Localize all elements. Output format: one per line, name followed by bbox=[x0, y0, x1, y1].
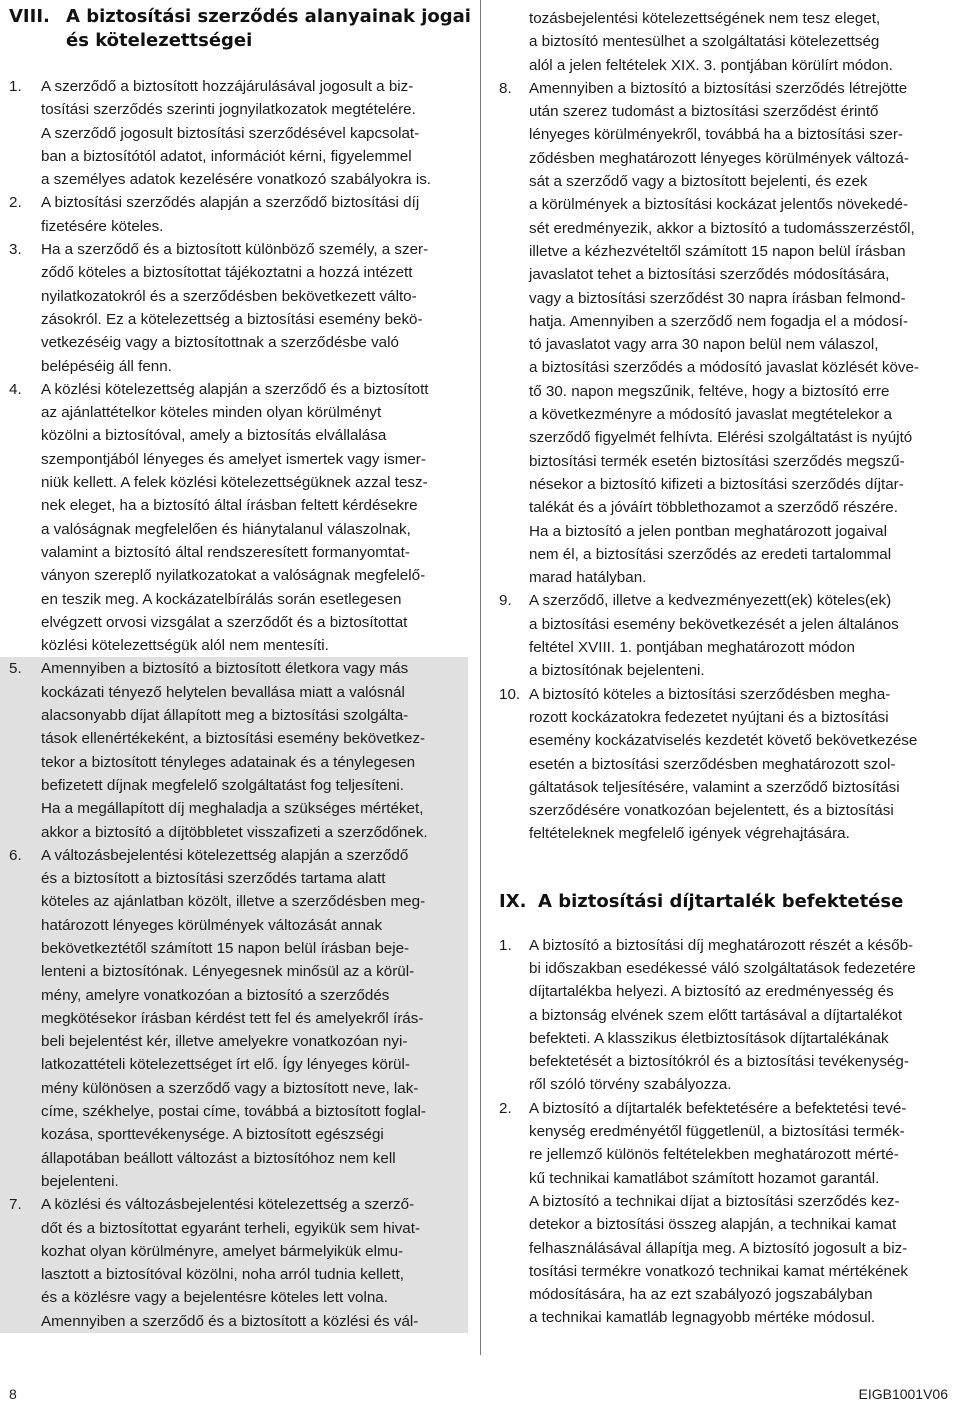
list-item-line: nyilatkozatokról és a szerződésben bekövetkezett válto- bbox=[41, 287, 417, 305]
list-item-line: ről szóló törvény szabályozza. bbox=[529, 1076, 732, 1094]
list-item-line: nek eleget, ha a biztosító által írásban feltett kérdésekre bbox=[41, 497, 418, 515]
list-item-line: tozásbejelentési kötelezettségének nem tesz eleget, bbox=[529, 10, 881, 27]
list-item-line: kű technikai kamatlábot számított hozamot garantál. bbox=[529, 1169, 880, 1187]
list-item-number: 2. bbox=[499, 1099, 512, 1117]
list-item-line: rozott kockázatokra fedezetet nyújtani és a biztosítási bbox=[529, 708, 889, 726]
list-item-line: nésekor a biztosító kifizeti a biztosítási szerződés díjtar- bbox=[529, 475, 904, 493]
list-item-line: kozása, sporttevékenysége. A biztosított egészségi bbox=[41, 1126, 384, 1144]
list-item-line: A biztosító a díjtartalék befektetésére a befektetési tevé- bbox=[529, 1099, 907, 1117]
list-item-line: a valóságnak megfelelően és hiánytalanul válaszolnak, bbox=[41, 520, 411, 538]
list-item-line: és a biztosított a biztosítási szerződés tartama alatt bbox=[41, 870, 386, 888]
list-item-line: esemény kockázatviselés kezdetét követő bekövetkezése bbox=[529, 732, 918, 750]
left-item-list bbox=[0, 75, 468, 1333]
list-item-line: feltételeknek megfelelő igények végrehajtására. bbox=[529, 825, 850, 843]
list-item-number: 6. bbox=[9, 846, 22, 864]
list-item-line: a biztonság elvének szem előtt tartásával a díjtartalékot bbox=[529, 1006, 903, 1024]
list-item-line: közlési kötelezettségük alól nem mentesíti. bbox=[41, 637, 329, 655]
section-8-title bbox=[0, 5, 471, 53]
list-item bbox=[0, 378, 468, 658]
list-item-line: sét eredményezik, akkor a biztosító a tudomásszerzéstől, bbox=[529, 219, 915, 237]
list-item bbox=[0, 657, 468, 843]
list-item-line: fizetésére köteles. bbox=[41, 217, 164, 235]
list-item-line: A közlési kötelezettség alapján a szerződő és a biztosított bbox=[41, 380, 429, 398]
list-item-line: állapotában beállott változást a biztosítóhoz nem kell bbox=[41, 1149, 396, 1167]
list-item-line: beli bejelentést kér, illetve amelyekre vonatkozóan nyi- bbox=[41, 1033, 408, 1051]
list-item-line: A közlési és változásbejelentési kötelezettség a szerző- bbox=[41, 1196, 415, 1214]
column-divider bbox=[480, 0, 481, 1355]
list-item-line: szerződő figyelmét felhívta. Elérési szolgáltatást is nyújtó bbox=[529, 429, 913, 447]
list-item-line: bejelenteni. bbox=[41, 1172, 119, 1190]
list-item-line: lényeges körülményekről, továbbá ha a biztosítási szer- bbox=[529, 126, 903, 144]
list-item-line: köteles az ajánlatban közölt, illetve a szerződésben meg- bbox=[41, 893, 426, 911]
list-item-line: latkozattételi kötelezettséget írt elő. Így lényeges körül- bbox=[41, 1056, 410, 1074]
list-item-line: Amennyiben a biztosító a biztosított életkora vagy más bbox=[41, 660, 409, 678]
list-item-line: ződő köteles a biztosítottat tájékoztatni a hozzá intézett bbox=[41, 264, 413, 282]
list-item-line: felhasználásával állapítja meg. A biztosító jogosult a biz- bbox=[529, 1239, 908, 1257]
list-item-line: gáltatások teljesítésére, valamint a szerződő biztosítási bbox=[529, 778, 900, 796]
list-item-line: kozhat olyan körülményre, amelyet bármelyikük elmu- bbox=[41, 1242, 404, 1260]
list-item-line: mény, amelyre vonatkozóan a biztosító a szerződés bbox=[41, 986, 390, 1004]
list-item-line: befektetését a biztosítókról és a biztosítási tevékenység- bbox=[529, 1053, 909, 1071]
list-item-line: tekor a biztosított tényleges adatainak és a ténylegesen bbox=[41, 753, 416, 771]
list-item-line: valamint a biztosító által rendszeresített formanyomtat- bbox=[41, 543, 410, 561]
list-item-line: szerződésére vonatkozóan bejelentett, és a biztosítási bbox=[529, 802, 894, 820]
list-item-line: esetén a biztosítási szerződésben meghatározott szol- bbox=[529, 755, 896, 773]
list-item-number: 1. bbox=[499, 936, 512, 954]
list-item-line: után szerez tudomást a biztosítási szerződést érintő bbox=[529, 103, 879, 121]
list-item-line: kenység eredményétől függetlenül, a biztosítási termék- bbox=[529, 1123, 905, 1141]
section-8-title-line: és kötelezettségei bbox=[66, 30, 253, 51]
list-item-number: 9. bbox=[499, 592, 512, 610]
list-item-line: a biztosítási szerződés a módosító javaslat közlését köve- bbox=[529, 359, 919, 377]
list-item-line: mény különösen a szerződő vagy a biztosított neve, lak- bbox=[41, 1079, 419, 1097]
list-item-line: Ha a biztosító a jelen pontban meghatározott jogaival bbox=[529, 522, 887, 540]
list-item bbox=[0, 1193, 468, 1333]
list-item-line: a biztosítónak bejelenteni. bbox=[529, 662, 705, 680]
list-item-line: zásokról. Ez a kötelezettség a biztosítási esemény bekö- bbox=[41, 310, 423, 328]
list-item-number: 3. bbox=[9, 241, 22, 259]
list-item-line: a technikai kamatláb legnagyobb mértéke módosul. bbox=[529, 1309, 876, 1327]
list-item-line: tosítási szerződés szerinti jognyilatkozatok megtételére. bbox=[41, 101, 416, 119]
list-item-line: szempontjából lényeges és amelyet ismertek vagy ismer- bbox=[41, 450, 426, 468]
list-item-line: befizetett díjnak megfelelő szolgáltatást fog teljesíteni. bbox=[41, 776, 405, 794]
list-item-line: vagy a biztosítási szerződést 30 napra írásban felmond- bbox=[529, 289, 906, 307]
list-item-line: en teszik meg. A kockázatelbírálás során esetlegesen bbox=[41, 590, 402, 608]
left-column bbox=[0, 0, 471, 1333]
list-item-line: alacsonyabb díjat állapított meg a biztosítási szolgálta- bbox=[41, 707, 409, 725]
list-item-line: bi időszakban esedékessé váló szolgáltatások fedezetére bbox=[529, 959, 916, 977]
list-item bbox=[493, 589, 960, 682]
list-item-number: 2. bbox=[9, 194, 22, 212]
list-item-number: 4. bbox=[9, 380, 22, 398]
list-item-line: feltétel XVIII. 1. pontjában meghatározott módon bbox=[529, 639, 855, 657]
list-item-line: díjtartalékba helyezi. A biztosító az eredményesség és bbox=[529, 983, 894, 1001]
list-item-line: közölni a biztosítóval, amely a biztosítás elvállalása bbox=[41, 427, 387, 445]
section-8-number: VIII. bbox=[9, 6, 50, 27]
list-item-line: hatja. Amennyiben a szerződő nem fogadja el a módosí- bbox=[529, 312, 909, 330]
document-code: EIGB1001V06 bbox=[858, 1386, 948, 1402]
list-item-line: lasztott a biztosítóval közölni, noha arról tudnia kellett, bbox=[41, 1266, 405, 1284]
list-item-line: A szerződő, illetve a kedvezményezett(ek) köteles(ek) bbox=[529, 592, 892, 610]
list-item bbox=[0, 238, 468, 378]
list-item-line: tő 30. napon megszűnik, feltéve, hogy a biztosító erre bbox=[529, 382, 890, 400]
list-item bbox=[493, 77, 960, 590]
list-item-line: bekövetkeztétől számított 15 napon belül írásban beje- bbox=[41, 939, 410, 957]
list-item-number: 5. bbox=[9, 660, 22, 678]
list-item-line: re jellemző különös feltételekben meghatározott mérté- bbox=[529, 1146, 899, 1164]
list-item-line: határozott lényeges körülmények változását annak bbox=[41, 916, 383, 934]
list-item-number: 7. bbox=[9, 1196, 22, 1214]
list-item-line: A szerződő a biztosított hozzájárulásával jogosult a biz- bbox=[41, 78, 414, 95]
list-item-line: dőt és a biztosítottat egyaránt terheli, egyikük sem hivat- bbox=[41, 1219, 421, 1237]
list-item-line: Amennyiben a szerződő és a biztosított a közlési és vál- bbox=[41, 1312, 419, 1330]
list-item-line: detekor a biztosítási összeg alapján, a technikai kamat bbox=[529, 1216, 897, 1234]
list-item-line: ződésben meghatározott lényeges körülmények változá- bbox=[529, 149, 909, 167]
list-item-line: Ha a szerződő és a biztosított különböző személy, a szer- bbox=[41, 241, 429, 259]
list-item-line: módosítására, ha az ezt szabályozó jogszabályban bbox=[529, 1286, 873, 1304]
list-item bbox=[493, 1097, 960, 1330]
list-item-line: A biztosító a technikai díjat a biztosítási szerződés kez- bbox=[529, 1192, 900, 1210]
list-item bbox=[493, 683, 960, 846]
list-item bbox=[0, 844, 468, 1193]
section-9-item-list bbox=[493, 934, 960, 1330]
list-item-line: illetve a kézhezvételtől számított 15 napon belül írásban bbox=[529, 242, 906, 260]
section-9-title bbox=[493, 890, 960, 914]
list-item-line: alól a jelen feltételek XIX. 3. pontjában körülírt módon. bbox=[529, 56, 893, 74]
list-item-line: lenteni a biztosítónak. Lényegesnek minősül az a körül- bbox=[41, 963, 415, 981]
list-item-number: 8. bbox=[499, 79, 512, 97]
list-item-line: elvégzett orvosi vizsgálat a szerződőt és a biztosítottat bbox=[41, 613, 408, 631]
list-item-line: vetkezéséig vagy a biztosítottnak a szerződésbe való bbox=[41, 334, 399, 352]
list-item-line: a biztosító mentesülhet a szolgáltatási kötelezettség bbox=[529, 33, 880, 51]
list-item-line: A biztosító köteles a biztosítási szerződésben megha- bbox=[529, 685, 891, 703]
list-item-line: kockázati tényező helytelen bevallása miatt a valósnál bbox=[41, 683, 405, 701]
list-item-line: sát a szerződő vagy a biztosított bejelenti, és ezek bbox=[529, 173, 868, 191]
section-9-title-text: A biztosítási díjtartalék befektetése bbox=[538, 890, 904, 912]
list-item-line: A szerződő jogosult biztosítási szerződésével kapcsolat- bbox=[41, 124, 420, 142]
list-item-line: javaslatot tehet a biztosítási szerződés módosítására, bbox=[529, 266, 890, 284]
list-item-line: címe, székhelye, postai címe, továbbá a biztosított foglal- bbox=[41, 1103, 426, 1121]
list-item-line: niük kellett. A felek közlési kötelezettségüknek azzal tesz- bbox=[41, 474, 428, 492]
list-item-line: és a közlésre vagy a bejelentésre köteles lett volna. bbox=[41, 1289, 388, 1307]
list-item-line: befekteti. A klasszikus életbiztosítások díjtartalékának bbox=[529, 1029, 889, 1047]
list-item-line: Ha a megállapított díj meghaladja a szükséges mértéket, bbox=[41, 800, 424, 818]
list-item bbox=[493, 934, 960, 1097]
list-item-line: a biztosítási esemény bekövetkezését a jelen általános bbox=[529, 615, 899, 633]
list-item-line: A biztosítási szerződés alapján a szerződő biztosítási díj bbox=[41, 194, 420, 212]
list-item-line: marad hatályban. bbox=[529, 569, 647, 587]
list-item-line: ban a biztosítótól adatot, információt kérni, figyelemmel bbox=[41, 147, 412, 165]
list-item-line: A változásbejelentési kötelezettség alapján a szerződő bbox=[41, 846, 409, 864]
list-item-line: tások ellenértékeként, a biztosítási esemény bekövetkez- bbox=[41, 730, 426, 748]
list-item bbox=[0, 191, 468, 238]
list-item-line: a következményre a módosító javaslat megtételekor a bbox=[529, 406, 892, 424]
list-item-line: nem él, a biztosítási szerződés az eredeti tartalommal bbox=[529, 545, 892, 563]
list-item-line: Amennyiben a biztosító a biztosítási szerződés létrejötte bbox=[529, 79, 908, 97]
section-8-title-line: A biztosítási szerződés alanyainak jogai bbox=[66, 6, 471, 27]
list-item-line: biztosítási termék esetén biztosítási szerződés megszű- bbox=[529, 452, 905, 470]
list-item-line: talékát és a jóváírt többlethozamot a szerződő részére. bbox=[529, 499, 898, 517]
right-column bbox=[493, 0, 960, 1330]
section-9-number: IX. bbox=[499, 890, 527, 912]
right-item-list bbox=[493, 77, 960, 846]
list-item-line: a körülmények a biztosítási kockázat jelentős növekedé- bbox=[529, 196, 909, 214]
list-item-line: belépéséig áll fenn. bbox=[41, 357, 172, 375]
list-item-number: 1. bbox=[9, 78, 22, 95]
list-item-7-continuation bbox=[493, 7, 960, 77]
list-item bbox=[0, 75, 468, 191]
list-item-line: ványon szereplő nyilatkozatokat a valóságnak megfelelő- bbox=[41, 567, 426, 585]
list-item-line: tosítási termékre vonatkozó technikai kamat mértékének bbox=[529, 1262, 909, 1280]
list-item-line: megkötésekor írásban kérdést tett fel és amelyekről írás- bbox=[41, 1009, 424, 1027]
list-item-line: az ajánlattételkor köteles minden olyan körülményt bbox=[41, 404, 382, 422]
list-item-number: 10. bbox=[499, 685, 521, 703]
list-item-line: A biztosító a biztosítási díj meghatározott részét a későb- bbox=[529, 936, 914, 954]
page-number: 8 bbox=[9, 1386, 17, 1402]
list-item-line: a személyes adatok kezelésére vonatkozó szabályokra is. bbox=[41, 171, 432, 189]
list-item-line: akkor a biztosító a díjtöbbletet visszafizeti a szerződőnek. bbox=[41, 823, 428, 841]
list-item-line: tó javaslatot vagy arra 30 napon belül nem válaszol, bbox=[529, 336, 879, 354]
